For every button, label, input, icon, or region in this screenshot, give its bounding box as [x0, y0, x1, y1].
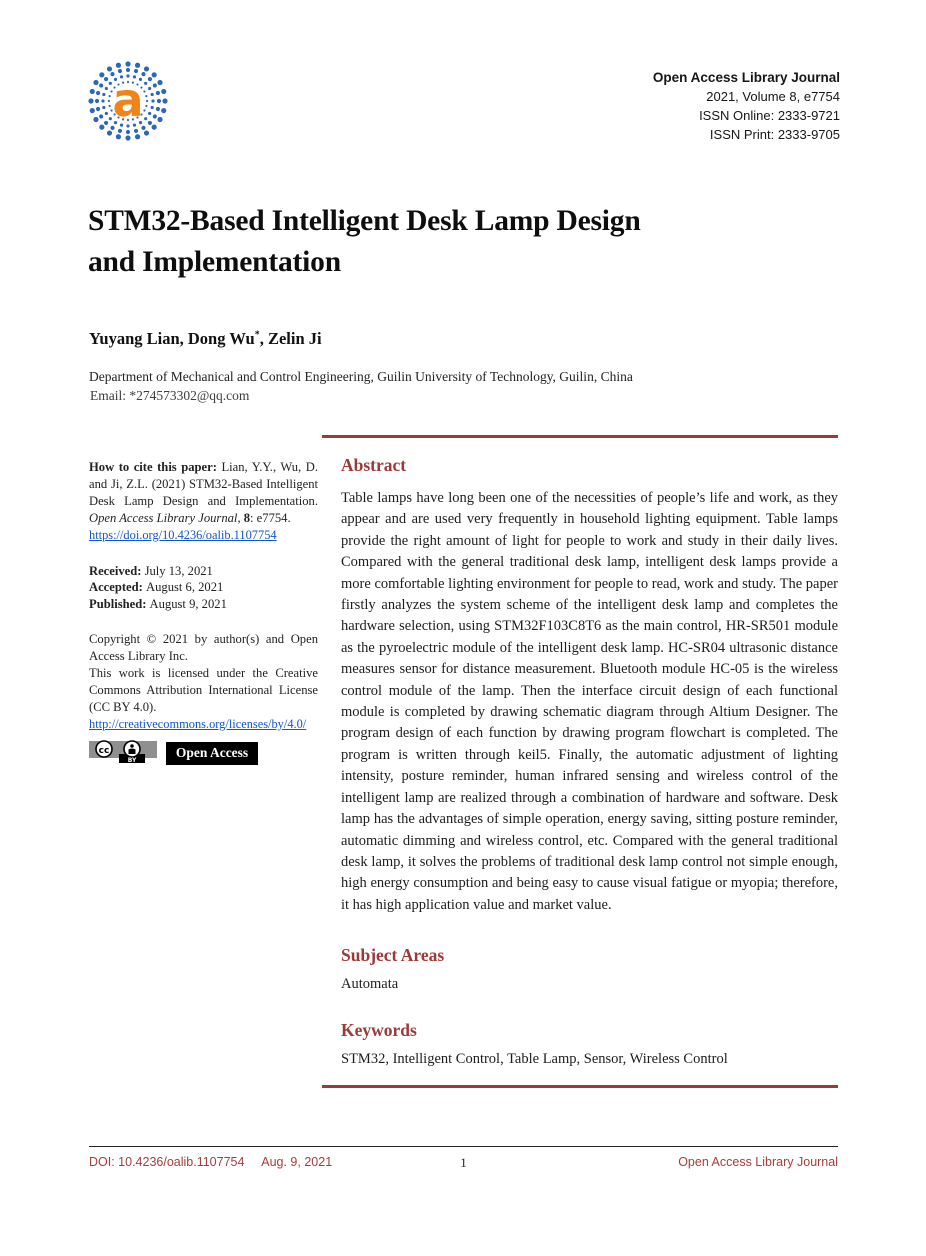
keywords-text: STM32, Intelligent Control, Table Lamp, Sensor, Wireless Control	[341, 1051, 728, 1068]
issn-online: ISSN Online: 2333-9721	[699, 108, 840, 123]
footer-divider	[89, 1146, 838, 1147]
open-access-logo-icon	[86, 56, 170, 146]
sidebar-metadata	[89, 459, 318, 768]
cite-journal-name: Open Access Library Journal	[89, 510, 238, 525]
journal-logo	[86, 56, 170, 146]
page-number: 1	[460, 1155, 467, 1170]
doi-hyperlink[interactable]: https://doi.org/10.4236/oalib.1107754	[89, 527, 277, 542]
svg-text:BY: BY	[127, 756, 137, 763]
corresponding-author-asterisk: *	[254, 329, 260, 341]
email-line: Email: *274573302@qq.com	[90, 388, 250, 403]
cite-volume: 8	[243, 510, 251, 525]
published-label: Published:	[89, 597, 150, 612]
accepted-label: Accepted:	[89, 580, 146, 595]
abstract-heading: Abstract	[341, 455, 407, 475]
copyright-line1: Copyright © 2021 by author(s) and Open Access Library Inc.	[89, 632, 318, 664]
bottom-divider	[322, 1085, 838, 1088]
cite-text: Lian, Y.Y., Wu, D. and Ji, Z.L. (2021) STM32-Based Intelligent Desk Lamp Design and Implementation.	[89, 460, 318, 508]
accepted-value: August 6, 2021	[146, 580, 224, 595]
abstract-text: Table lamps have long been one of the necessities of people’s life and work, as they appear and are used very frequently in household lighting equipment. Table lamps provide the right amount of light for people to work and study in their daily lives. Compared with the general traditional desk lamp, intelligent desk lamps provide a more comfortable lighting environment for people to read, work and study. The paper firstly analyzes the system scheme of the intelligent desk lamp and completes the hardware selection, using STM32F103C8T6 as the main control, HR-SR501 module as the pyroelectric module of the intelligent desk lamp. HC-SR04 ultrasonic distance measures sensor for distance measurement. Bluetooth module HC-05 is the wireless control module of the lamp. Then the interface circuit design of each functional module is completed by drawing schematic diagram through Altium Designer. The program design of each function by drawing program flowchart is completed. The program is written through keil5. Finally, the automatic adjustment of lighting intensity, posture reminder, human infrared sensing and wireless control of the intelligent lamp are realized through a combination of hardware and software. Desk lamp has the advantages of simple operation, energy saving, sitting posture reminder, automatic dimming and wireless control, etc. Compared with the general traditional desk lamp, it solves the problems of traditional desk lamp control not simple enough, high energy consumption and being easy to cause visual fatigue or myopia; therefore, it has high application value and market value.	[341, 490, 838, 913]
open-access-badge: Open Access	[166, 742, 258, 765]
svg-text:cc: cc	[98, 745, 110, 756]
journal-name: Open Access Library Journal	[652, 70, 840, 85]
footer-date: Aug. 9, 2021	[261, 1155, 333, 1169]
footer-journal-name: Open Access Library Journal	[678, 1155, 838, 1169]
copyright-line2: This work is licensed under the Creative Commons Attribution International License (CC BY 4.0).	[89, 666, 318, 714]
keywords-heading: Keywords	[341, 1020, 417, 1041]
footer	[89, 1155, 838, 1169]
svg-text:a: a	[112, 73, 144, 127]
cite-end: : e7754.	[250, 510, 291, 525]
issn-print: ISSN Print: 2333-9705	[709, 127, 840, 142]
cite-sep: ,	[237, 510, 244, 525]
cc-by-badge-icon	[89, 740, 157, 768]
cc-license-hyperlink[interactable]: http://creativecommons.org/licenses/by/4.0/	[89, 716, 307, 731]
article-title-line2: and Implementation	[88, 246, 341, 278]
received-line	[89, 563, 318, 580]
authors-rest: , Zelin Ji	[259, 329, 322, 348]
journal-header-meta	[653, 68, 840, 144]
subject-areas-text: Automata	[341, 976, 399, 993]
published-line	[89, 596, 318, 613]
received-value: July 13, 2021	[144, 563, 213, 578]
article-title-line1: STM32-Based Intelligent Desk Lamp Design	[88, 205, 641, 237]
subject-areas-heading: Subject Areas	[341, 945, 445, 966]
accepted-line	[89, 579, 318, 596]
authors-main: Yuyang Lian, Dong Wu	[89, 329, 255, 348]
main-column	[322, 435, 838, 1088]
top-divider	[322, 435, 838, 438]
copyright-block	[89, 631, 318, 732]
license-badges	[89, 740, 318, 768]
published-value: August 9, 2021	[149, 597, 227, 612]
cite-label: How to cite this paper:	[89, 460, 222, 474]
article-title	[88, 201, 848, 283]
journal-volume: 2021, Volume 8, e7754	[706, 89, 840, 104]
affiliation: Department of Mechanical and Control Engineering, Guilin University of Technology, Guilin, China	[89, 369, 633, 384]
authors-line	[89, 329, 322, 349]
footer-doi: DOI: 10.4236/oalib.1107754	[89, 1155, 245, 1169]
citation-paragraph	[89, 459, 318, 544]
received-label: Received:	[89, 563, 145, 578]
article-dates	[89, 563, 318, 614]
